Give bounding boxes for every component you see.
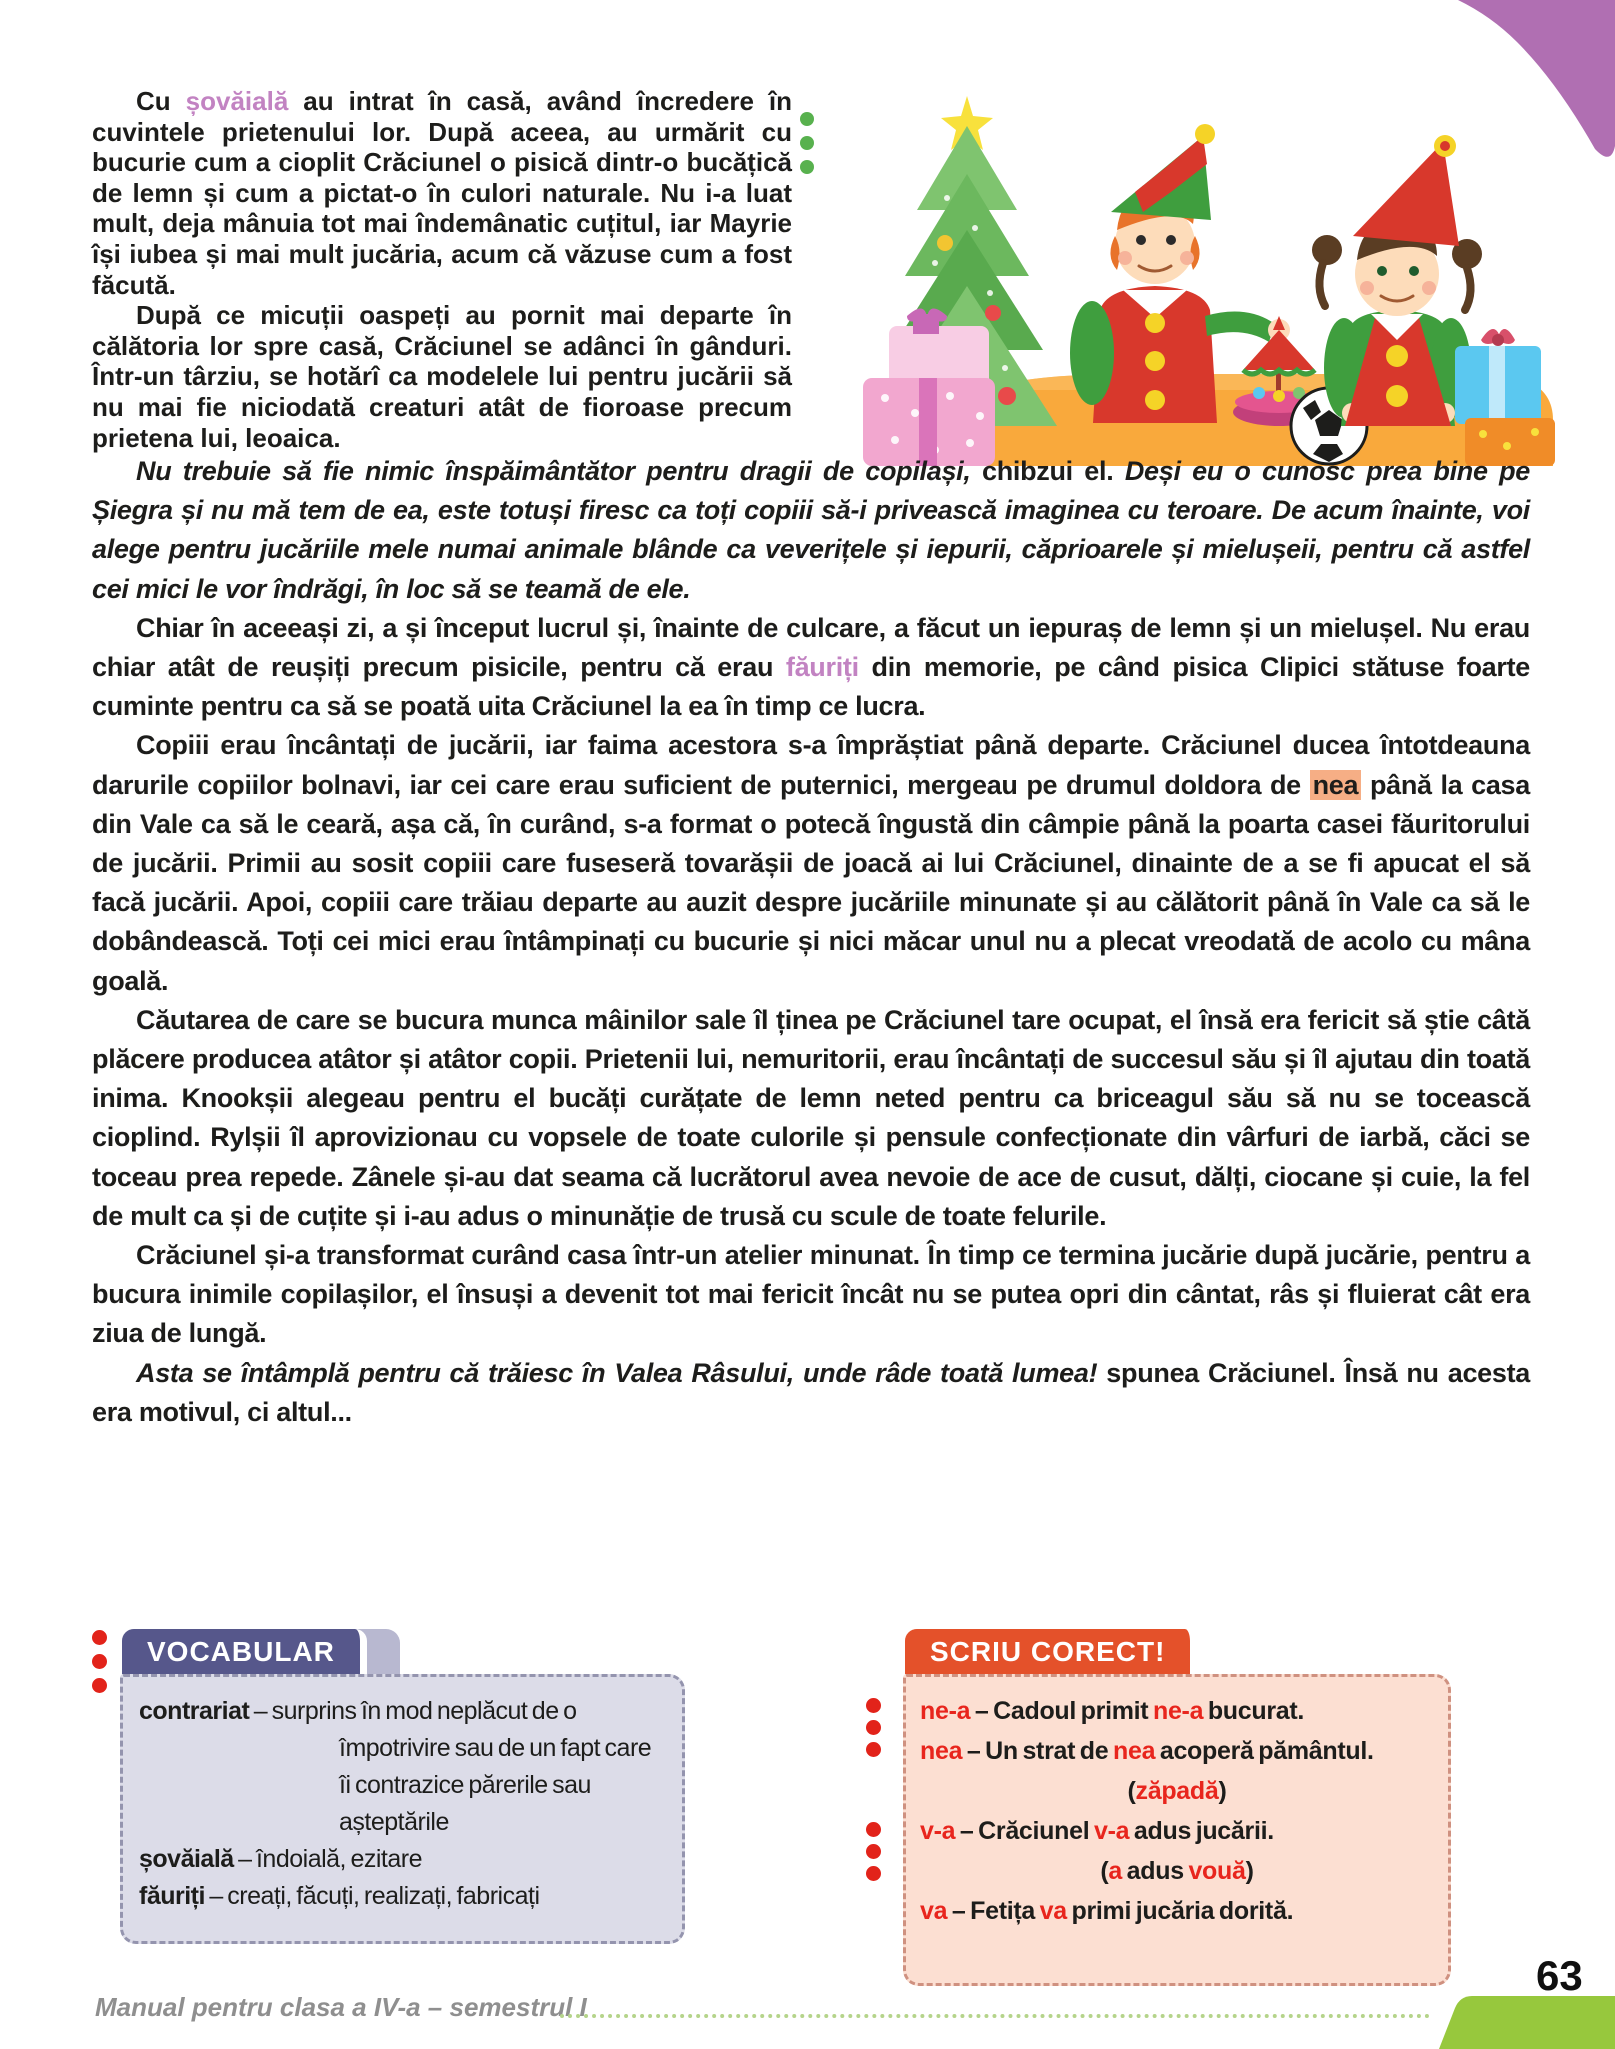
christmas-elves-illustration — [855, 78, 1555, 466]
scriu-text: ) — [1218, 1777, 1227, 1805]
story-paragraph-7: Crăciunel și-a transformat curând casa într-un atelier minunat. În timp ce termina jucărie după jucărie, pentru a bucura inimile copilașilor, el însuși a devenit tot mai fericit încât nu se putea opri din cântat, râs și fluierat cât era ziua de lungă. — [92, 1240, 1530, 1349]
story-text: din memorie, pe când pisica Clipici stătuse foarte cuminte pentru ca să se poată uita Crăciunel la ea în timp ce lucra. — [92, 652, 1530, 722]
scriu-line — [920, 1731, 1434, 1771]
story-column-narrow — [92, 86, 792, 453]
vocab-box — [120, 1674, 685, 1944]
scriu-text: primi jucăria dorită. — [1066, 1897, 1294, 1925]
story-paragraph-6: Căutarea de care se bucura munca mâinilor sale îl ținea pe Crăciunel tare ocupat, el însă era fericit să știe câtă plăcere producea atâtor și atâtor copii. Prietenii lui, nemuritorii, erau încântați de succesul său și îl ajutau din toată inima. Knookșii alegeau pentru el bucăți curățate de lemn neted pentru ca briceagul său să nu se tocească cioplind. Rylșii îl aprovizionau cu vopsele de toate culorile și pensule confecționate din vârfuri de iarbă, căci se toceau prea repede. Zânele și-au dat seama că lucrătorul avea nevoie de ace de cusut, dălți, ciocane și cuie, la fel de mult ca și de cuțite și i-au adus o minunăție de trusă cu scule de toate felurile. — [92, 1004, 1530, 1231]
red-word: a — [1108, 1857, 1122, 1885]
story-paragraph-1 — [92, 86, 792, 300]
red-dot — [92, 1630, 107, 1645]
vocab-separator: – — [249, 1697, 272, 1725]
story-text: chibzui el. — [981, 456, 1125, 486]
scriu-line — [920, 1691, 1434, 1731]
red-dot — [866, 1720, 881, 1735]
green-dot — [800, 112, 814, 126]
scriu-text: ) — [1245, 1857, 1254, 1885]
vocab-term: făuriți — [139, 1882, 205, 1910]
scriu-text: – Un strat de — [962, 1737, 1114, 1765]
scriu-text: adus — [1122, 1857, 1189, 1885]
vocab-definition: îndoială, ezitare — [255, 1845, 422, 1873]
vocab-separator: – — [204, 1882, 228, 1910]
right-gift-boxes — [1455, 329, 1555, 466]
vocab-entry — [139, 1878, 666, 1915]
red-dot — [866, 1844, 881, 1859]
red-word: v-a — [1094, 1817, 1130, 1845]
vocab-definition: creați, făcuți, realizați, fabricați — [227, 1882, 540, 1910]
story-paragraph-8 — [92, 1354, 1530, 1432]
scriu-line — [920, 1891, 1434, 1931]
page-number: 63 — [1536, 1952, 1583, 1999]
scriu-line — [920, 1811, 1434, 1851]
story-text: Chiar în aceeași zi, a și început lucrul și, înainte de culcare, a făcut un iepuraș de lemn și un mielușel. Nu erau chiar atât de reușiți precum pisicile, pentru că erau — [92, 612, 1530, 683]
scriu-text: acoperă pământul. — [1155, 1737, 1374, 1765]
vocab-entry — [139, 1693, 666, 1841]
vocab-box-title: VOCABULAR — [122, 1629, 367, 1674]
story-paragraph-3 — [92, 452, 1530, 609]
story-column-full — [92, 452, 1530, 1432]
story-paragraph-4 — [92, 609, 1530, 727]
red-dot — [92, 1654, 107, 1669]
vocab-highlighted-word: făuriți — [785, 652, 859, 683]
scriu-text: – Cadoul primit — [970, 1697, 1153, 1725]
scriu-text: bucurat. — [1203, 1697, 1305, 1725]
scriu-text: adus jucării. — [1129, 1817, 1274, 1845]
red-word: ne-a — [920, 1697, 971, 1725]
story-text-italic: Nu trebuie să fie nimic înspăimântător pentru dragii de copilași, — [136, 456, 982, 486]
scriu-text: – Crăciunel — [955, 1817, 1095, 1845]
story-paragraph-2: După ce micuții oaspeți au pornit mai departe în călătoria lor spre casă, Crăciunel se adânci în gânduri. Într-un târziu, se hotărî ca modelele lui pentru jucării să nu mai fie niciodată creaturi atât de fioroase precum prietena lui, leoaica. — [92, 300, 792, 453]
scriu-box-title: SCRIU CORECT! — [905, 1629, 1197, 1674]
story-text: au intrat în casă, având încredere în cuvintele prietenului lor. După aceea, au urmărit cu bucurie cum a cioplit Crăciunel o pisică dintr-o bucățică de lemn și cum a pictat-o în culori naturale. Nu i-a luat mult, deja mânuia tot mai îndemânatic cuțitul, iar Mayrie își iubea și mai mult jucăria, acum că văzuse cum a fost făcută. — [92, 86, 793, 300]
story-text-italic: Asta se întâmplă pentru că trăiesc în Valea Râsului, unde râde toată lumea! — [136, 1357, 1107, 1388]
green-dot — [800, 136, 814, 150]
story-text: până la casa din Vale ca să le ceară, așa că, în curând, s-a format o potecă îngustă din câmpie până la poarta casei făuritorului de jucării. Primii au sosit copiii care fuseseră tovarășii de joacă ai lui Crăciunel, dinainte de a se fi apucat el să facă jucării. Apoi, copiii care trăiau departe au auzit despre jucăriile minunate și au călătorit până în Vale ca să le dobândească. Toți cei mici erau întâmpinați cu bucurie și nici măcar unul nu a plecat vreodată de acolo cu mâna goală. — [92, 769, 1530, 996]
scriu-text: ( — [1100, 1857, 1109, 1885]
red-word: ne-a — [1152, 1697, 1204, 1725]
red-word: nea — [920, 1737, 963, 1765]
scriu-text: – Fetița — [947, 1897, 1040, 1925]
footer-dotted-line — [560, 2014, 1430, 2018]
vocab-definition: surprins în mod neplăcut de o împotrivire sau de un fapt care îi contrazice părerile sau așteptările — [271, 1697, 652, 1836]
story-text: Copiii erau încântați de jucării, iar faima acestora s-a împrăștiat până departe. Crăciunel ducea întotdeauna darurile copiilor bolnavi, iar cei care erau suficient de puternici, mergeau pe drumul doldora de — [92, 730, 1530, 800]
scriu-line — [920, 1771, 1434, 1811]
story-text-italic: Deși eu o cunosc prea bine pe Șiegra și nu mă tem de ea, este totuși firesc ca toți copiii să-i privească imaginea cu teroare. De acum înainte, voi alege pentru jucăriile mele numai animale blânde ca veverițele și iepurii, căprioarele și mielușeii, pentru că astfel cei mici le vor îndrăgi, în loc să se teamă de ele. — [92, 456, 1531, 604]
scriu-corect-box — [903, 1674, 1451, 1986]
vocab-term: contrariat — [139, 1697, 250, 1725]
red-word: zăpadă — [1135, 1777, 1219, 1805]
footer-green-decoration — [1425, 1994, 1615, 2049]
red-word: va — [920, 1897, 948, 1925]
vocab-separator: – — [233, 1845, 256, 1873]
vocab-highlighted-word: șovăială — [185, 86, 289, 116]
red-dot — [866, 1866, 881, 1881]
green-dot — [800, 160, 814, 174]
vocab-term: șovăială — [139, 1845, 234, 1873]
red-word: vouă — [1188, 1857, 1246, 1885]
red-word: v-a — [920, 1817, 956, 1845]
story-paragraph-5 — [92, 726, 1530, 1000]
red-word: nea — [1113, 1737, 1156, 1765]
red-dot — [866, 1822, 881, 1837]
footer-manual-label: Manual pentru clasa a IV-a – semestrul I — [95, 1992, 587, 2022]
highlighted-word-nea: nea — [1310, 770, 1362, 800]
red-dot — [866, 1698, 881, 1713]
red-word: va — [1039, 1897, 1067, 1925]
scriu-text: ( — [1127, 1777, 1136, 1805]
story-text: spunea Crăciunel. Însă nu acesta era motivul, ci altul... — [92, 1357, 1530, 1427]
vocab-entry — [139, 1841, 666, 1878]
scriu-line — [920, 1851, 1434, 1891]
red-dot — [92, 1678, 107, 1693]
red-dot — [866, 1742, 881, 1757]
pink-gift-boxes — [863, 308, 995, 466]
story-text: Cu — [136, 86, 186, 116]
